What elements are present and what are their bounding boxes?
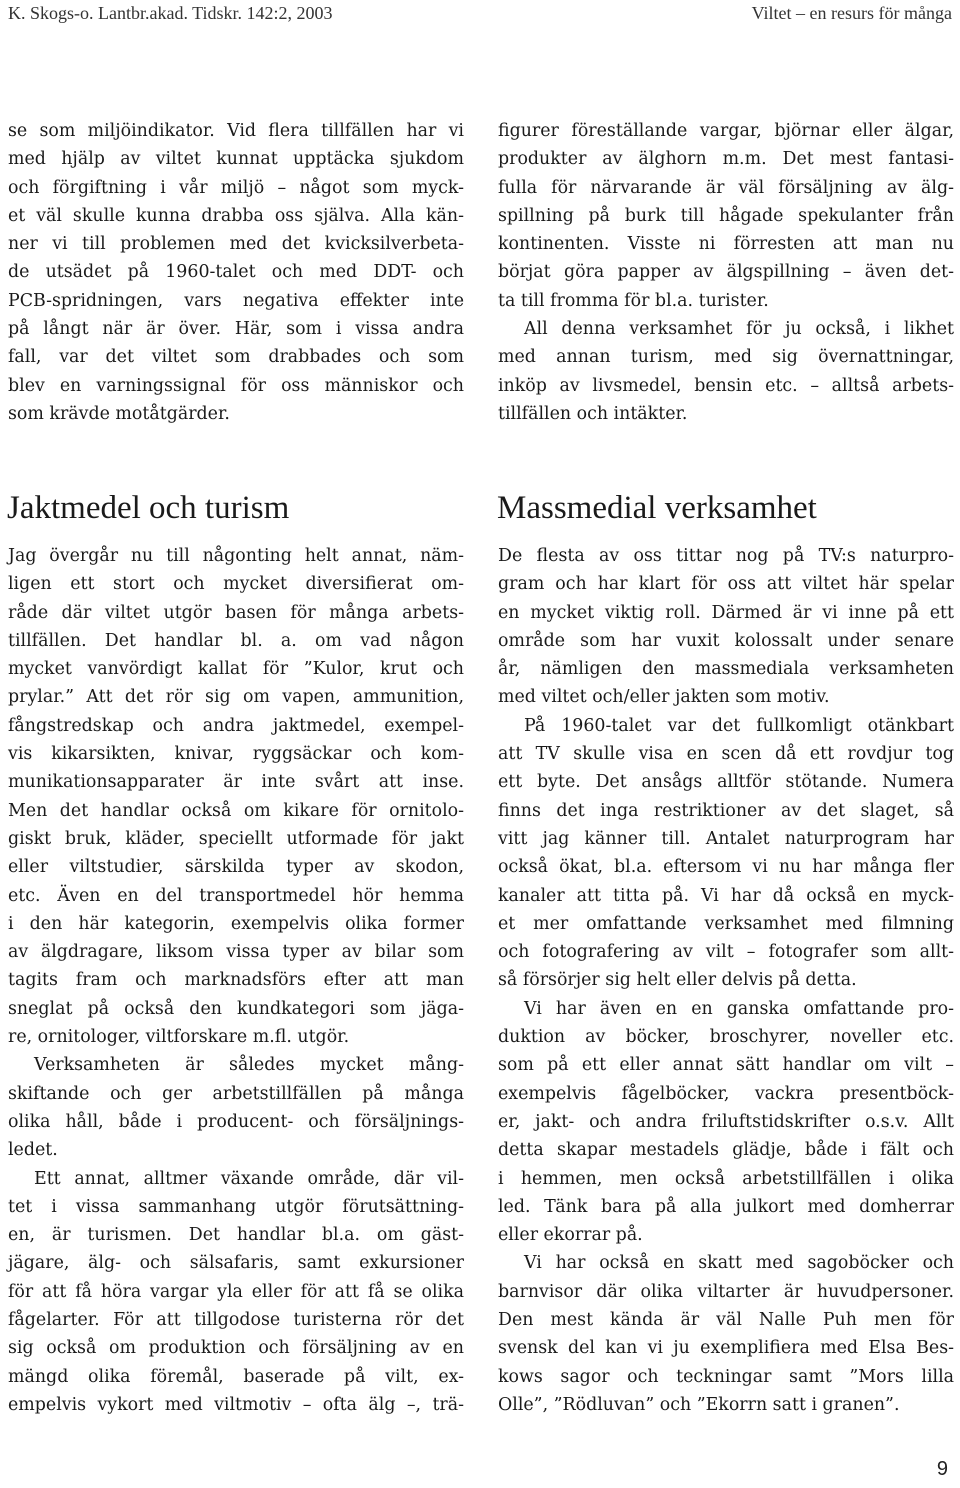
text-line: som krävde motåtgärder. (8, 403, 230, 424)
text-line: vis kikarsikten, knivar, ryggsäckar och kom- (8, 744, 464, 765)
text-line: giskt bruk, kläder, speciellt utformade för jakt (8, 828, 464, 849)
text-line: olika håll, både i producent- och försäljnings- (8, 1111, 464, 1132)
text-line: blev en varningssignal för oss människor och (8, 375, 464, 396)
text-line: fångstredskap och andra jaktmedel, exempel- (8, 715, 464, 736)
text-line: led. Tänk bara på alla julkort med domherrar (498, 1196, 954, 1217)
text-line: sneglat på också den kundkategori som jäga- (8, 998, 464, 1019)
text-line: sig också om produktion och försäljning av en (8, 1338, 464, 1359)
text-line: med viltet och/eller jakten som motiv. (498, 687, 830, 708)
text-line: mängd olika föremål, baserade på vilt, ex- (8, 1366, 464, 1387)
text-line: fågelarter. För att tillgodose turisterna rör det (8, 1310, 464, 1331)
article-title: Viltet – en resurs för många (751, 3, 952, 23)
text-line: av älgdragare, liksom vissa typer av bilar som (8, 942, 464, 963)
text-line: barnvisor där olika viltarter är huvudpersoner. (498, 1281, 954, 1302)
section-heading-jaktmedel: Jaktmedel och turism (7, 490, 290, 526)
text-line: de utsädet på 1960-talet och med DDT- och (8, 262, 464, 283)
column-top-left (8, 117, 464, 428)
text-line: fall, var det viltet som drabbades och som (8, 347, 464, 368)
text-line: All denna verksamhet för ju också, i likhet (524, 319, 954, 340)
text-line: Men det handlar också om kikare för ornitolo- (8, 800, 464, 821)
text-line: Verksamheten är således mycket mång- (34, 1055, 464, 1076)
running-header (8, 3, 952, 29)
text-line: i hemmen, men också arbetstillfällen i olika (498, 1168, 954, 1189)
text-line: figurer föreställande vargar, björnar eller älgar, (498, 121, 954, 141)
column-bottom-right (498, 542, 954, 1419)
text-line: Ett annat, alltmer växande område, där vil- (34, 1168, 464, 1189)
text-line: svensk del kan vi ju exemplifiera med Elsa Bes- (498, 1338, 954, 1359)
text-line: spillning på burk till hågade spekulanter från (498, 205, 954, 226)
text-line: eller viltstudier, särskilda typer av skodon, (8, 857, 464, 878)
text-line: med hjälp av viltet kunnat upptäcka sjukdom (8, 149, 464, 170)
text-line: och fotografering av vilt – fotografer som allt- (498, 942, 954, 963)
text-line: prylar.” Att det rör sig om vapen, ammunition, (8, 687, 464, 708)
text-line: gram och har klart för oss att viltet här spelar (498, 574, 954, 595)
text-line: Vi har också en skatt med sagoböcker och (524, 1253, 954, 1274)
text-line: kows sagor och teckningar samt ”Mors lilla (498, 1366, 954, 1387)
text-line: en mycket viktig roll. Därmed är vi inne på ett (498, 602, 954, 623)
text-line: ta till fromma för bl.a. turister. (498, 290, 769, 311)
text-line: De flesta av oss tittar nog på TV:s naturpro- (498, 546, 954, 566)
text-line: finns det inga restriktioner av det slaget, så (498, 800, 954, 821)
text-line: munikationsapparater är inte svårt att inse. (8, 772, 464, 793)
text-line: tagits fram och marknadsförs efter att man (8, 970, 464, 991)
text-line: att TV skulle visa en scen då ett rovdjur tog (498, 744, 954, 765)
text-line: för att få höra vargar yla eller för att få se olika (8, 1281, 464, 1302)
text-line: detta skapar mestadels glädje, både i fält och (498, 1140, 954, 1161)
text-line: inköp av livsmedel, bensin etc. – alltså arbets- (498, 375, 954, 396)
text-line: tillfällen och intäkter. (498, 403, 688, 424)
text-line: jägare, älg- och sälsafaris, samt exkursioner (8, 1253, 464, 1274)
page-number: 9 (936, 1458, 948, 1480)
text-line: kontinenten. Visste ni förresten att man nu (498, 234, 954, 255)
journal-citation: K. Skogs-o. Lantbr.akad. Tidskr. 142:2, 2003 (8, 3, 333, 23)
text-line: också ökat, bl.a. eftersom vi nu har många fler (498, 857, 954, 878)
text-line: och förgiftning i vår miljö – något som myck- (8, 177, 464, 198)
text-line: på långt när är över. Här, som i vissa andra (8, 319, 464, 340)
text-line: med annan turism, med sig övernattningar, (498, 347, 954, 368)
text-line: Vi har även en en ganska omfattande pro- (524, 998, 954, 1019)
text-line: etc. Även en del transportmedel hör hemma (8, 885, 464, 906)
text-line: Jag övergår nu till någonting helt annat, näm- (8, 546, 464, 566)
text-line: se som miljöindikator. Vid flera tillfällen har vi (8, 121, 464, 141)
text-line: er, jakt- och andra friluftstidskrifter o.s.v. Allt (498, 1111, 954, 1132)
section-heading-massmedial: Massmedial verksamhet (497, 490, 817, 526)
text-line: produkter av älghorn m.m. Det mest fantasi- (498, 149, 954, 170)
column-bottom-left (8, 542, 464, 1419)
text-line: vitt jag känner till. Antalet naturprogram har (498, 828, 954, 849)
text-line: fulla för närvarande är väl försäljning av älg- (498, 177, 954, 198)
text-line: ner vi till problemen med det kvicksilverbeta- (8, 234, 464, 255)
text-line: exempelvis fågelböcker, vackra presentböck- (498, 1083, 954, 1104)
text-line: skiftande och ger arbetstillfällen på många (8, 1083, 464, 1104)
text-line: Den mest kända är väl Nalle Puh men för (498, 1310, 954, 1331)
text-line: kanaler att titta på. Vi har då också en myck- (498, 885, 954, 906)
text-line: empelvis vykort med viltmotiv – ofta älg –, trä- (8, 1394, 464, 1415)
text-line: re, ornitologer, viltforskare m.fl. utgör. (8, 1027, 350, 1048)
text-line: På 1960-talet var det fullkomligt otänkbart (524, 715, 954, 736)
text-line: tillfällen. Det handlar bl. a. om vad någon (8, 630, 464, 651)
text-line: i den här kategorin, exempelvis olika former (8, 913, 464, 934)
text-line: område som har vuxit kolossalt under senare (498, 630, 954, 651)
text-line: år, nämligen den massmediala verksamheten (498, 659, 954, 680)
text-line: duktion av böcker, broschyrer, noveller etc. (498, 1027, 954, 1048)
text-line: Olle”, ”Rödluvan” och ”Ekorrn satt i granen”. (498, 1394, 900, 1415)
text-line: råde där viltet utgör basen för många arbets- (8, 602, 464, 623)
text-line: PCB-spridningen, vars negativa effekter inte (8, 290, 464, 311)
text-line: et mer omfattande verksamhet med filmning (498, 913, 954, 934)
text-line: mycket vanvördigt kallat för ”Kulor, krut och (8, 659, 464, 680)
text-line: en, är turismen. Det handlar bl.a. om gäst- (8, 1225, 464, 1246)
text-line: som på ett eller annat sätt handlar om vilt – (498, 1055, 954, 1076)
column-top-right (498, 117, 954, 428)
text-line: ett byte. Det ansågs alltför stötande. Numera (498, 772, 954, 793)
text-line: eller ekorrar på. (498, 1225, 643, 1246)
text-line: ledet. (8, 1140, 58, 1161)
text-line: et väl skulle kunna drabba oss själva. Alla kän- (8, 205, 464, 226)
text-line: tet i vissa sammanhang utgör förutsättning- (8, 1196, 464, 1217)
text-line: börjat göra papper av älgspillning – även det- (498, 262, 954, 283)
text-line: så försörjer sig helt eller delvis på detta. (498, 970, 857, 991)
text-line: ligen ett stort och mycket diversifierat om- (8, 574, 464, 595)
